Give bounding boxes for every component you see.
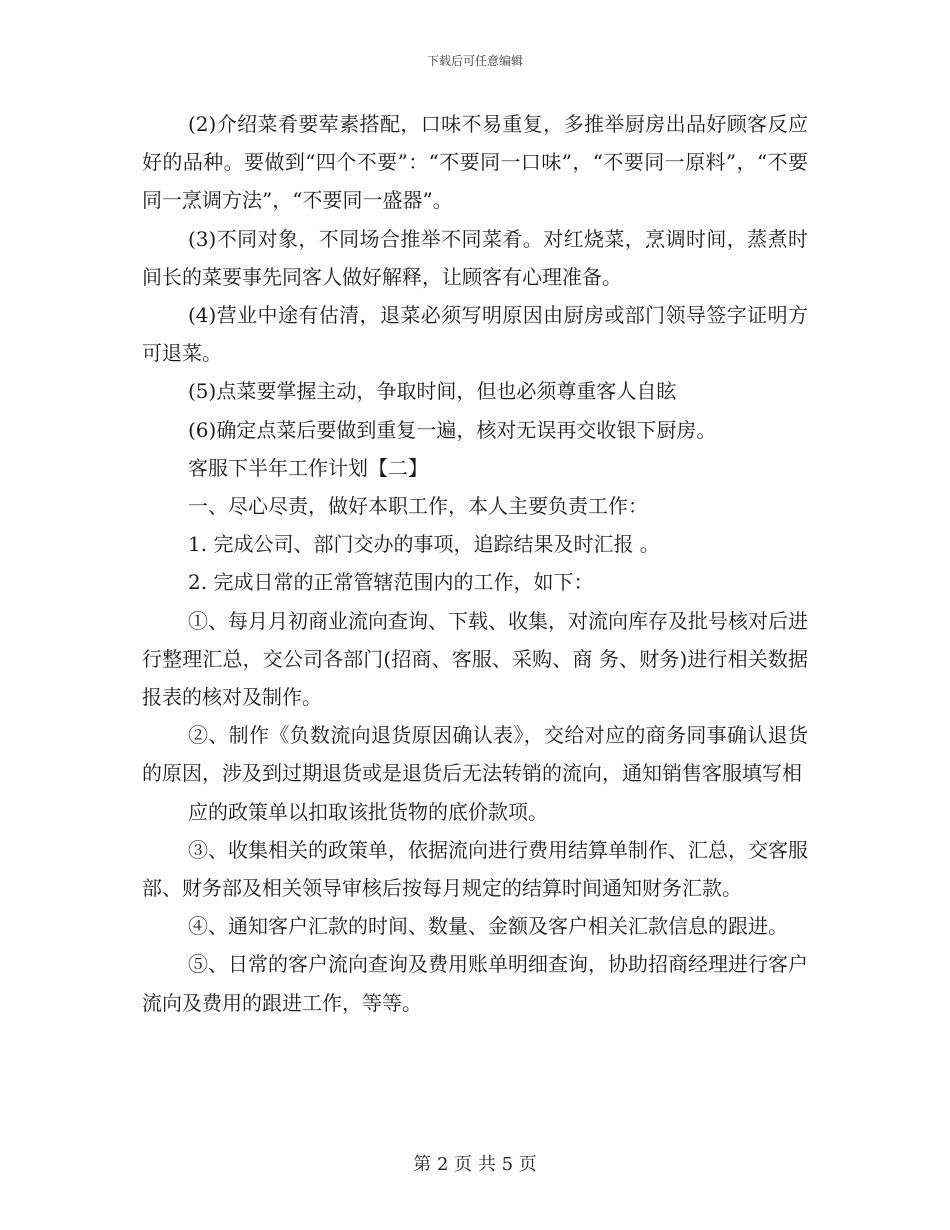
document-body <box>142 105 808 1022</box>
paragraph-task-1: ①、每月月初商业流向查询、下载、收集，对流向库存及批号核对后进行整理汇总，交公司各部门(招商、客服、采购、商 务、财务)进行相关数据报表的核对及制作。 <box>142 608 808 710</box>
paragraph-task-2-cont: 应的政策单以扣取该批货物的底价款项。 <box>188 799 548 824</box>
section-heading: 客服下半年工作计划【二】 <box>188 455 428 480</box>
paragraph-task-5: ⑤、日常的客户流向查询及费用账单明细查询，协助招商经理进行客户流向及费用的跟进工作，等等。 <box>142 952 808 1015</box>
paragraph-duty-1: 1. 完成公司、部门交办的事项，追踪结果及时汇报 。 <box>188 532 660 557</box>
paragraph-item-2: (2)介绍菜肴要荤素搭配，口味不易重复，多推举厨房出品好顾客反应好的品种。要做到“四个不要”：“不要同一口味”，“不要同一原料”，“不要同一烹调方法”，“不要同一盛器”。 <box>142 112 808 213</box>
paragraph-task-2: ②、制作《负数流向退货原因确认表》，交给对应的商务同事确认退货的原因，涉及到过期退货或是退货后无法转销的流向，通知销售客服填写相 <box>142 723 808 786</box>
paragraph-task-3: ③、收集相关的政策单，依据流向进行费用结算单制作、汇总，交客服部、财务部及相关领导审核后按每月规定的结算时间通知财务汇款。 <box>142 837 808 901</box>
paragraph-item-3: (3)不同对象，不同场合推举不同菜肴。对红烧菜，烹调时间，蒸煮时间长的菜要事先同客人做好解释，让顾客有心理准备。 <box>142 226 808 289</box>
paragraph-item-4: (4)营业中途有估清，退菜必须写明原因由厨房或部门领导签字证明方可退菜。 <box>142 303 808 366</box>
paragraph-item-6: (6)确定点菜后要做到重复一遍，核对无误再交收银下厨房。 <box>188 417 717 442</box>
paragraph-task-4: ④、通知客户汇款的时间、数量、金额及客户相关汇款信息的跟进。 <box>188 914 788 939</box>
page-number: 第 2 页 共 5 页 <box>413 1154 537 1175</box>
paragraph-duty-intro: 一、尽心尽责，做好本职工作，本人主要负责工作： <box>188 494 648 519</box>
paragraph-item-5: (5)点菜要掌握主动，争取时间，但也必须尊重客人自眩 <box>188 379 677 404</box>
paragraph-duty-2: 2. 完成日常的正常管辖范围内的工作，如下： <box>188 570 594 595</box>
page-header-note: 下载后可任意编辑 <box>426 54 523 68</box>
